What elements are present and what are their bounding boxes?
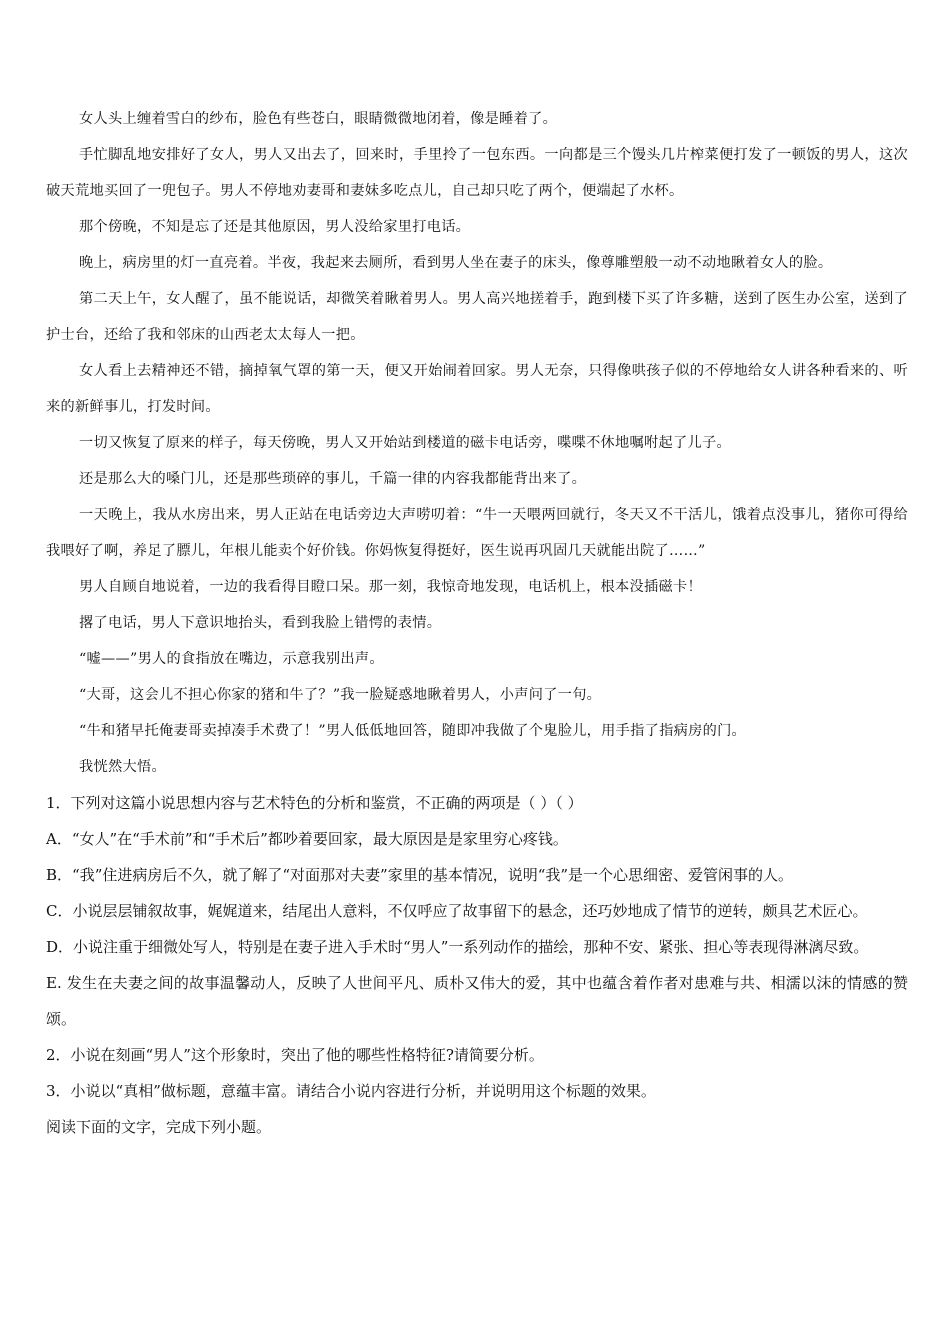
story-paragraph: 还是那么大的嗓门儿，还是那些琐碎的事儿，千篇一律的内容我都能背出来了。 [79, 471, 587, 487]
story-paragraph: 女人头上缠着雪白的纱布，脸色有些苍白，眼睛微微地闭着，像是睡着了。 [79, 111, 558, 127]
story-paragraph: 我恍然大悟。 [79, 759, 166, 775]
document-body [46, 101, 908, 1145]
story-paragraph: 女人看上去精神还不错，摘掉氧气罩的第一天，便又开始闹着回家。男人无奈，只得像哄孩子似的不停地给女人讲各种看来的、听来的新鲜事儿，打发时间。 [46, 363, 908, 415]
story-paragraph: “嘘——”男人的食指放在嘴边，示意我别出声。 [79, 651, 384, 667]
story-paragraph: 那个傍晚，不知是忘了还是其他原因，男人没给家里打电话。 [79, 219, 471, 235]
story-paragraph: 手忙脚乱地安排好了女人，男人又出去了，回来时，手里拎了一包东西。一向都是三个馒头几片榨菜便打发了一顿饭的男人，这次破天荒地买回了一兜包子。男人不停地劝妻哥和妻妹多吃点儿，自己却只吃了两个，便端起了水杯。 [46, 147, 908, 199]
story-paragraph: 第二天上午，女人醒了，虽不能说话，却微笑着瞅着男人。男人高兴地搓着手，跑到楼下买了许多糖，送到了医生办公室，送到了护士台，还给了我和邻床的山西老太太每人一把。 [46, 291, 908, 343]
story-paragraph: “大哥，这会儿不担心你家的猪和牛了？”我一脸疑惑地瞅着男人，小声问了一句。 [79, 687, 602, 703]
option-e: E. 发生在夫妻之间的故事温馨动人，反映了人世间平凡、质朴又伟大的爱，其中也蕴含着作者对患难与共、相濡以沫的情感的赞颂。 [46, 974, 908, 1028]
story-paragraph: “牛和猪早托俺妻哥卖掉凑手术费了！”男人低低地回答，随即冲我做了个鬼脸儿，用手指了指病房的门。 [79, 723, 747, 739]
questions-section [46, 785, 908, 1145]
story-paragraph: 撂了电话，男人下意识地抬头，看到我脸上错愕的表情。 [79, 615, 442, 631]
option-c: C．小说层层铺叙故事，娓娓道来，结尾出人意料，不仅呼应了故事留下的悬念，还巧妙地成了情节的逆转，颇具艺术匠心。 [46, 902, 868, 920]
story-text [46, 101, 908, 785]
story-paragraph: 晚上，病房里的灯一直亮着。半夜，我起来去厕所，看到男人坐在妻子的床头，像尊雕塑般一动不动地瞅着女人的脸。 [79, 255, 833, 271]
story-paragraph: 男人自顾自地说着，一边的我看得目瞪口呆。那一刻，我惊奇地发现，电话机上，根本没插磁卡！ [79, 579, 702, 595]
story-paragraph: 一天晚上，我从水房出来，男人正站在电话旁边大声唠叨着：“牛一天喂两回就行，冬天又不干活儿，饿着点没事儿，猪你可得给我喂好了啊，养足了膘儿，年根儿能卖个好价钱。你妈恢复得挺好，医生说再巩固几天就能出院了……” [46, 507, 908, 559]
option-d: D．小说注重于细微处写人，特别是在妻子进入手术时“男人”一系列动作的描绘，那种不安、紧张、担心等表现得淋漓尽致。 [46, 938, 869, 956]
option-b: B．“我”住进病房后不久，就了解了“对面那对夫妻”家里的基本情况，说明“我”是一个心思细密、爱管闲事的人。 [46, 866, 794, 884]
story-paragraph: 一切又恢复了原来的样子，每天傍晚，男人又开始站到楼道的磁卡电话旁，喋喋不休地嘱咐起了儿子。 [79, 435, 731, 451]
question-3: 3．小说以“真相”做标题，意蕴丰富。请结合小说内容进行分析，并说明用这个标题的效果。 [46, 1082, 656, 1100]
question-1: 1．下列对这篇小说思想内容与艺术特色的分析和鉴赏，不正确的两项是（ ）（ ） [46, 794, 583, 812]
question-2: 2．小说在刻画“男人”这个形象时，突出了他的哪些性格特征?请简要分析。 [46, 1046, 544, 1064]
reading-instruction: 阅读下面的文字，完成下列小题。 [46, 1118, 272, 1136]
option-a: A．“女人”在“手术前”和“手术后”都吵着要回家，最大原因是是家里穷心疼钱。 [46, 830, 568, 848]
